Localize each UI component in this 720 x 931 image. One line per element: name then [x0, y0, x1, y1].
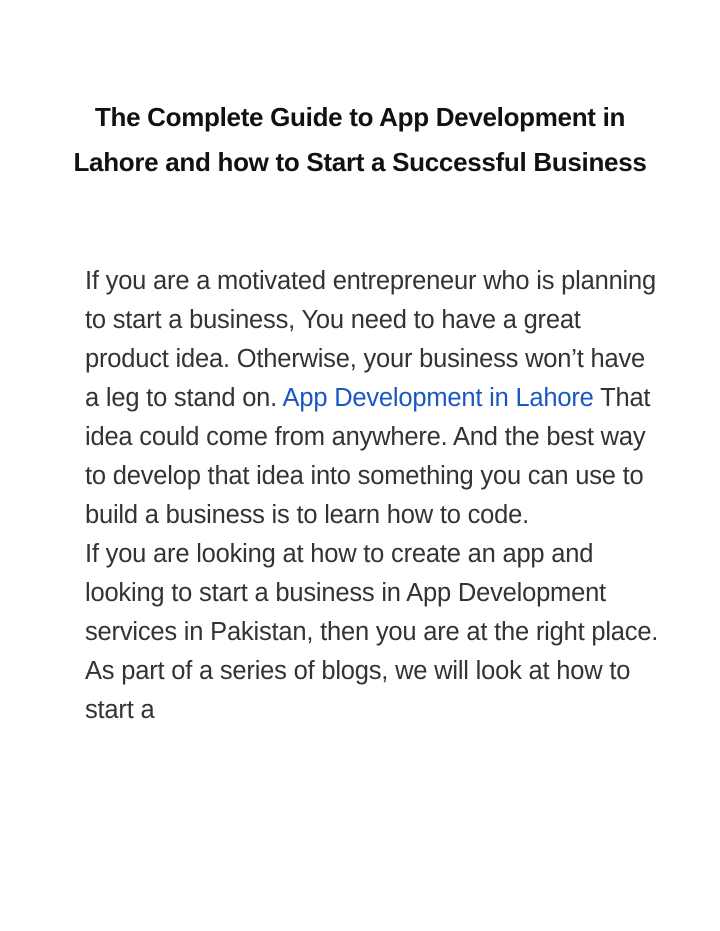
document-body [85, 262, 665, 730]
document-title: The Complete Guide to App Development in Lahore and how to Start a Successful Business [73, 102, 647, 177]
paragraph-2: If you are looking at how to create an app and looking to start a business in App Development services in Pakistan, then you are at the right place. As part of a series of blogs, we will look at how to start a [85, 540, 659, 724]
paragraph-1-text-after-link: That idea could come from anywhere. And the best way to develop that idea into something you can use to build a business is to learn how to code. [85, 384, 651, 529]
paragraph-1 [85, 262, 665, 535]
app-development-lahore-link[interactable]: App Development in Lahore [282, 384, 594, 412]
paragraph-1-text-before-link: If you are a motivated entrepreneur who is planning to start a business, You need to have a great product idea. Otherwise, your business won’t have a leg to stand on. [85, 267, 656, 412]
